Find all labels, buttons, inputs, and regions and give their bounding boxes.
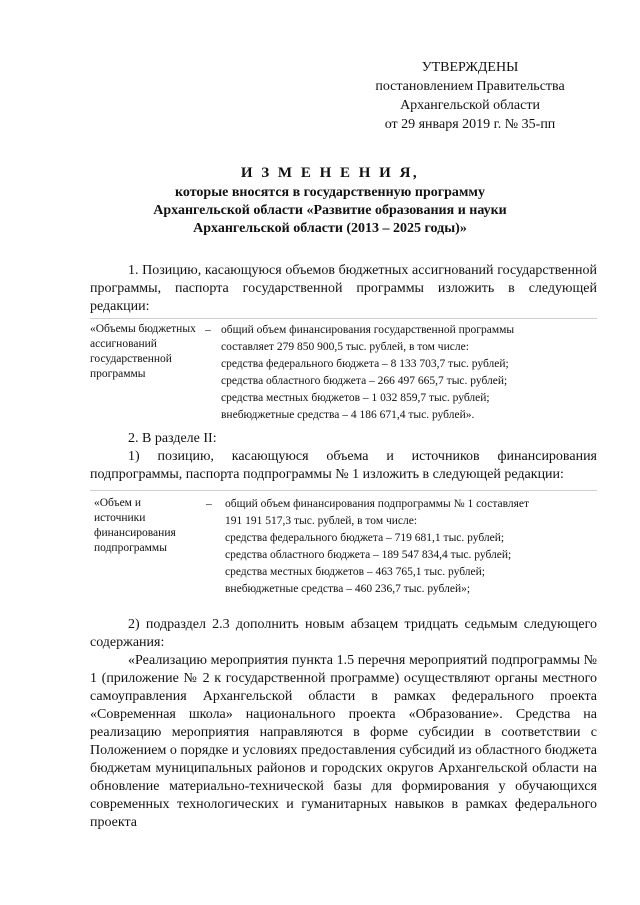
item-1-paragraph: 1. Позицию, касающуюся объемов бюджетных ассигнований государственной программы, паспорта государственной программы изложить в следующей редакции: [90,263,597,314]
approval-line: УТВЕРЖДЕНЫ [421,60,519,75]
table-1-label: «Объемы бюджетных ассигнований государственной программы [90,323,196,380]
table-2-line: 191 191 517,3 тыс. рублей, в том числе: [225,515,418,527]
approval-stamp [345,58,595,134]
document-title [80,164,580,238]
table-2-top-rule [90,490,597,491]
approval-line: Архангельской области [400,98,540,113]
table-1-line: средства федерального бюджета – 8 133 703,7 тыс. рублей; [221,358,509,370]
table-1-line: общий объем финансирования государственной программы [221,324,515,336]
item-2-sub-2: 2) подраздел 2.3 дополнить новым абзацем тридцать седьмым следующего содержания: [90,617,597,650]
table-1-top-rule [90,318,597,319]
title-heading: И З М Е Н Е Н И Я, [240,165,420,181]
title-line: Архангельской области (2013 – 2025 годы)» [193,221,467,236]
table-1-line: средства местных бюджетов – 1 032 859,7 тыс. рублей; [221,392,490,404]
item-2-sub-1: 1) позицию, касающуюся объема и источников финансирования подпрограммы, паспорта подпрограммы № 1 изложить в следующей редакции: [90,449,597,482]
table-1-line: составляет 279 850 900,5 тыс. рублей, в том числе: [221,341,469,353]
table-1 [90,322,597,422]
table-2-label: «Объем и источники финансирования подпрограммы [94,497,176,554]
table-2-line: средства местных бюджетов – 463 765,1 тыс. рублей; [225,566,485,578]
approval-line: постановлением Правительства [375,79,565,94]
table-2-dash: – [206,498,212,510]
table-1-values [221,322,514,424]
quoted-paragraph: «Реализацию мероприятия пункта 1.5 перечня мероприятий подпрограммы № 1 (приложение № 2 к государственной программе) осуществляют органы местного самоуправления Архангельской области в рамках федерального проекта «Современная школа» национального проекта «Образование». Средства на реализацию мероприятия направляются в форме субсидии в соответствии с Положением о порядке и условиях предоставления субсидий из областного бюджета бюджетам муниципальных районов и городских округов Архангельской области на обновление материально-технической базы для формирования у обучающихся современных технологических и гуманитарных навыков в рамках федерального проекта [90,653,597,830]
table-1-line: внебюджетные средства – 4 186 671,4 тыс. рублей». [221,409,475,421]
title-line: Архангельской области «Развитие образования и науки [153,203,507,218]
table-2-line: внебюджетные средства – 460 236,7 тыс. рублей»; [225,583,471,595]
approval-line: от 29 января 2019 г. № 35-пп [384,117,556,132]
table-1-line: средства областного бюджета – 266 497 665,7 тыс. рублей; [221,375,508,387]
title-line: которые вносятся в государственную программу [175,185,485,200]
table-2-line: средства областного бюджета – 189 547 834,4 тыс. рублей; [225,549,512,561]
table-2 [94,496,597,596]
table-2-line: средства федерального бюджета – 719 681,1 тыс. рублей; [225,532,505,544]
table-1-dash: – [205,324,211,336]
item-2-heading: 2. В разделе II: [128,431,217,446]
table-2-line: общий объем финансирования подпрограммы № 1 составляет [225,498,530,510]
table-2-values [225,496,529,598]
